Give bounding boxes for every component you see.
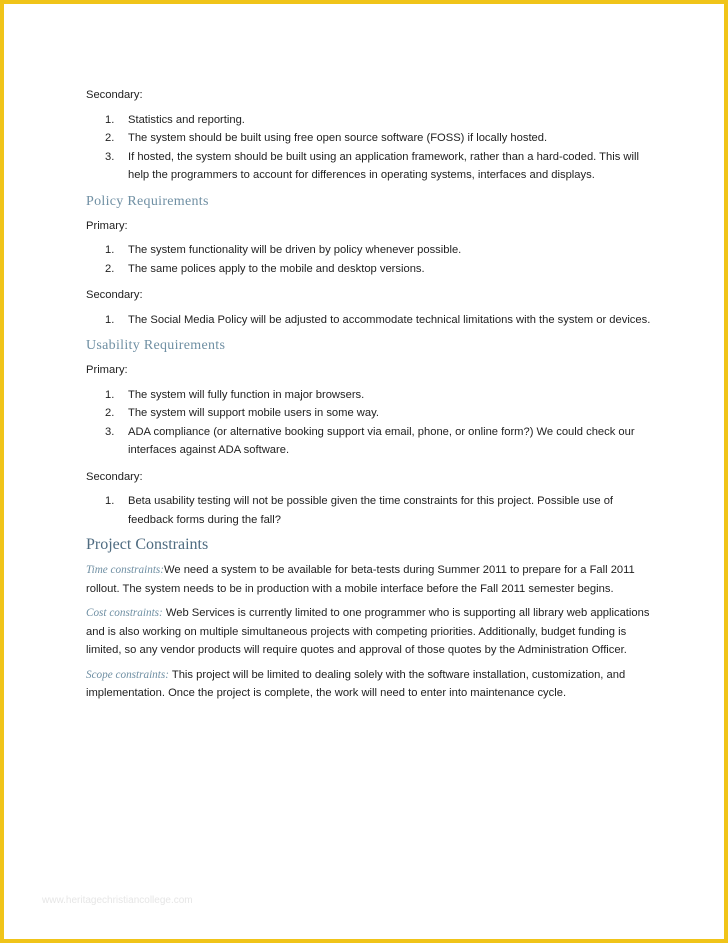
policy-primary-list [86, 241, 651, 278]
list-number: 1. [105, 113, 115, 126]
list-text: Statistics and reporting. [128, 113, 245, 126]
scope-constraints-lead: Scope constraints: [86, 668, 169, 681]
watermark-text: www.heritagechristiancollege.com [42, 895, 193, 906]
list-number: 1. [105, 495, 115, 507]
usability-primary-list [86, 386, 651, 460]
secondary-list [86, 111, 651, 185]
time-constraints-text: We need a system to be available for beta-tests during Summer 2011 to prepare for a Fall 2011 rollout. The system needs to be in production with a mobile interface before the Fall 2011 semester begins. [86, 564, 635, 595]
list-text: If hosted, the system should be built using an application framework, rather than a hard-coded. This will help the programmers to account for differences in operating systems, interfaces and displays. [128, 150, 639, 181]
list-item [86, 241, 651, 260]
policy-secondary-label: Secondary: [86, 289, 143, 301]
list-text: The system should be built using free open source software (FOSS) if locally hosted. [128, 132, 548, 144]
time-constraints-paragraph [86, 561, 651, 598]
list-item [86, 404, 651, 423]
scope-constraints-text: This project will be limited to dealing solely with the software installation, customization, and implementation. Once the project is complete, the work will need to enter into maintenance cycle. [86, 668, 626, 699]
secondary-label: Secondary: [86, 89, 143, 101]
list-text: The system will fully function in major browsers. [128, 388, 365, 401]
cost-constraints-paragraph [86, 604, 651, 660]
scope-constraints-paragraph [86, 666, 651, 703]
list-text: Beta usability testing will not be possible given the time constraints for this project. Possible use of feedback forms during the fall? [128, 495, 614, 526]
list-number: 1. [105, 388, 115, 401]
usability-primary-label: Primary: [86, 364, 128, 376]
list-number: 2. [105, 407, 115, 419]
usability-secondary-list [86, 492, 651, 529]
list-item [86, 111, 651, 130]
list-item [86, 311, 651, 330]
constraints-heading: Project Constraints [86, 536, 209, 553]
time-constraints-lead: Time constraints: [86, 564, 165, 576]
cost-constraints-lead: Cost constraints: [86, 607, 163, 619]
usability-heading: Usability Requirements [86, 338, 226, 353]
policy-secondary-list [86, 311, 651, 330]
list-item [86, 492, 651, 529]
list-number: 3. [105, 150, 115, 163]
list-item [86, 386, 651, 405]
document-content [86, 86, 651, 703]
list-item [86, 260, 651, 279]
policy-primary-label: Primary: [86, 219, 128, 232]
list-text: The system will support mobile users in some way. [128, 407, 379, 419]
list-number: 3. [105, 425, 115, 438]
list-text: The same polices apply to the mobile and desktop versions. [128, 262, 425, 275]
cost-constraints-text: Web Services is currently limited to one programmer who is supporting all library web applications and is also working on multiple simultaneous projects with competing priorities. Additionally, budget funding is limited, so any vendor products will require quotes and approval of those quotes by the Administration Officer. [86, 607, 650, 656]
list-number: 2. [105, 132, 115, 144]
list-text: The system functionality will be driven by policy whenever possible. [128, 244, 462, 256]
list-number: 1. [105, 244, 115, 256]
list-text: ADA compliance (or alternative booking support via email, phone, or online form?) We could check our interfaces against ADA software. [128, 425, 635, 456]
list-text: The Social Media Policy will be adjusted to accommodate technical limitations with the system or devices. [128, 313, 651, 326]
list-item [86, 129, 651, 148]
list-number: 1. [105, 313, 115, 326]
policy-heading: Policy Requirements [86, 193, 209, 209]
list-item [86, 148, 651, 185]
usability-secondary-label: Secondary: [86, 470, 143, 483]
list-item [86, 423, 651, 460]
list-number: 2. [105, 262, 115, 275]
